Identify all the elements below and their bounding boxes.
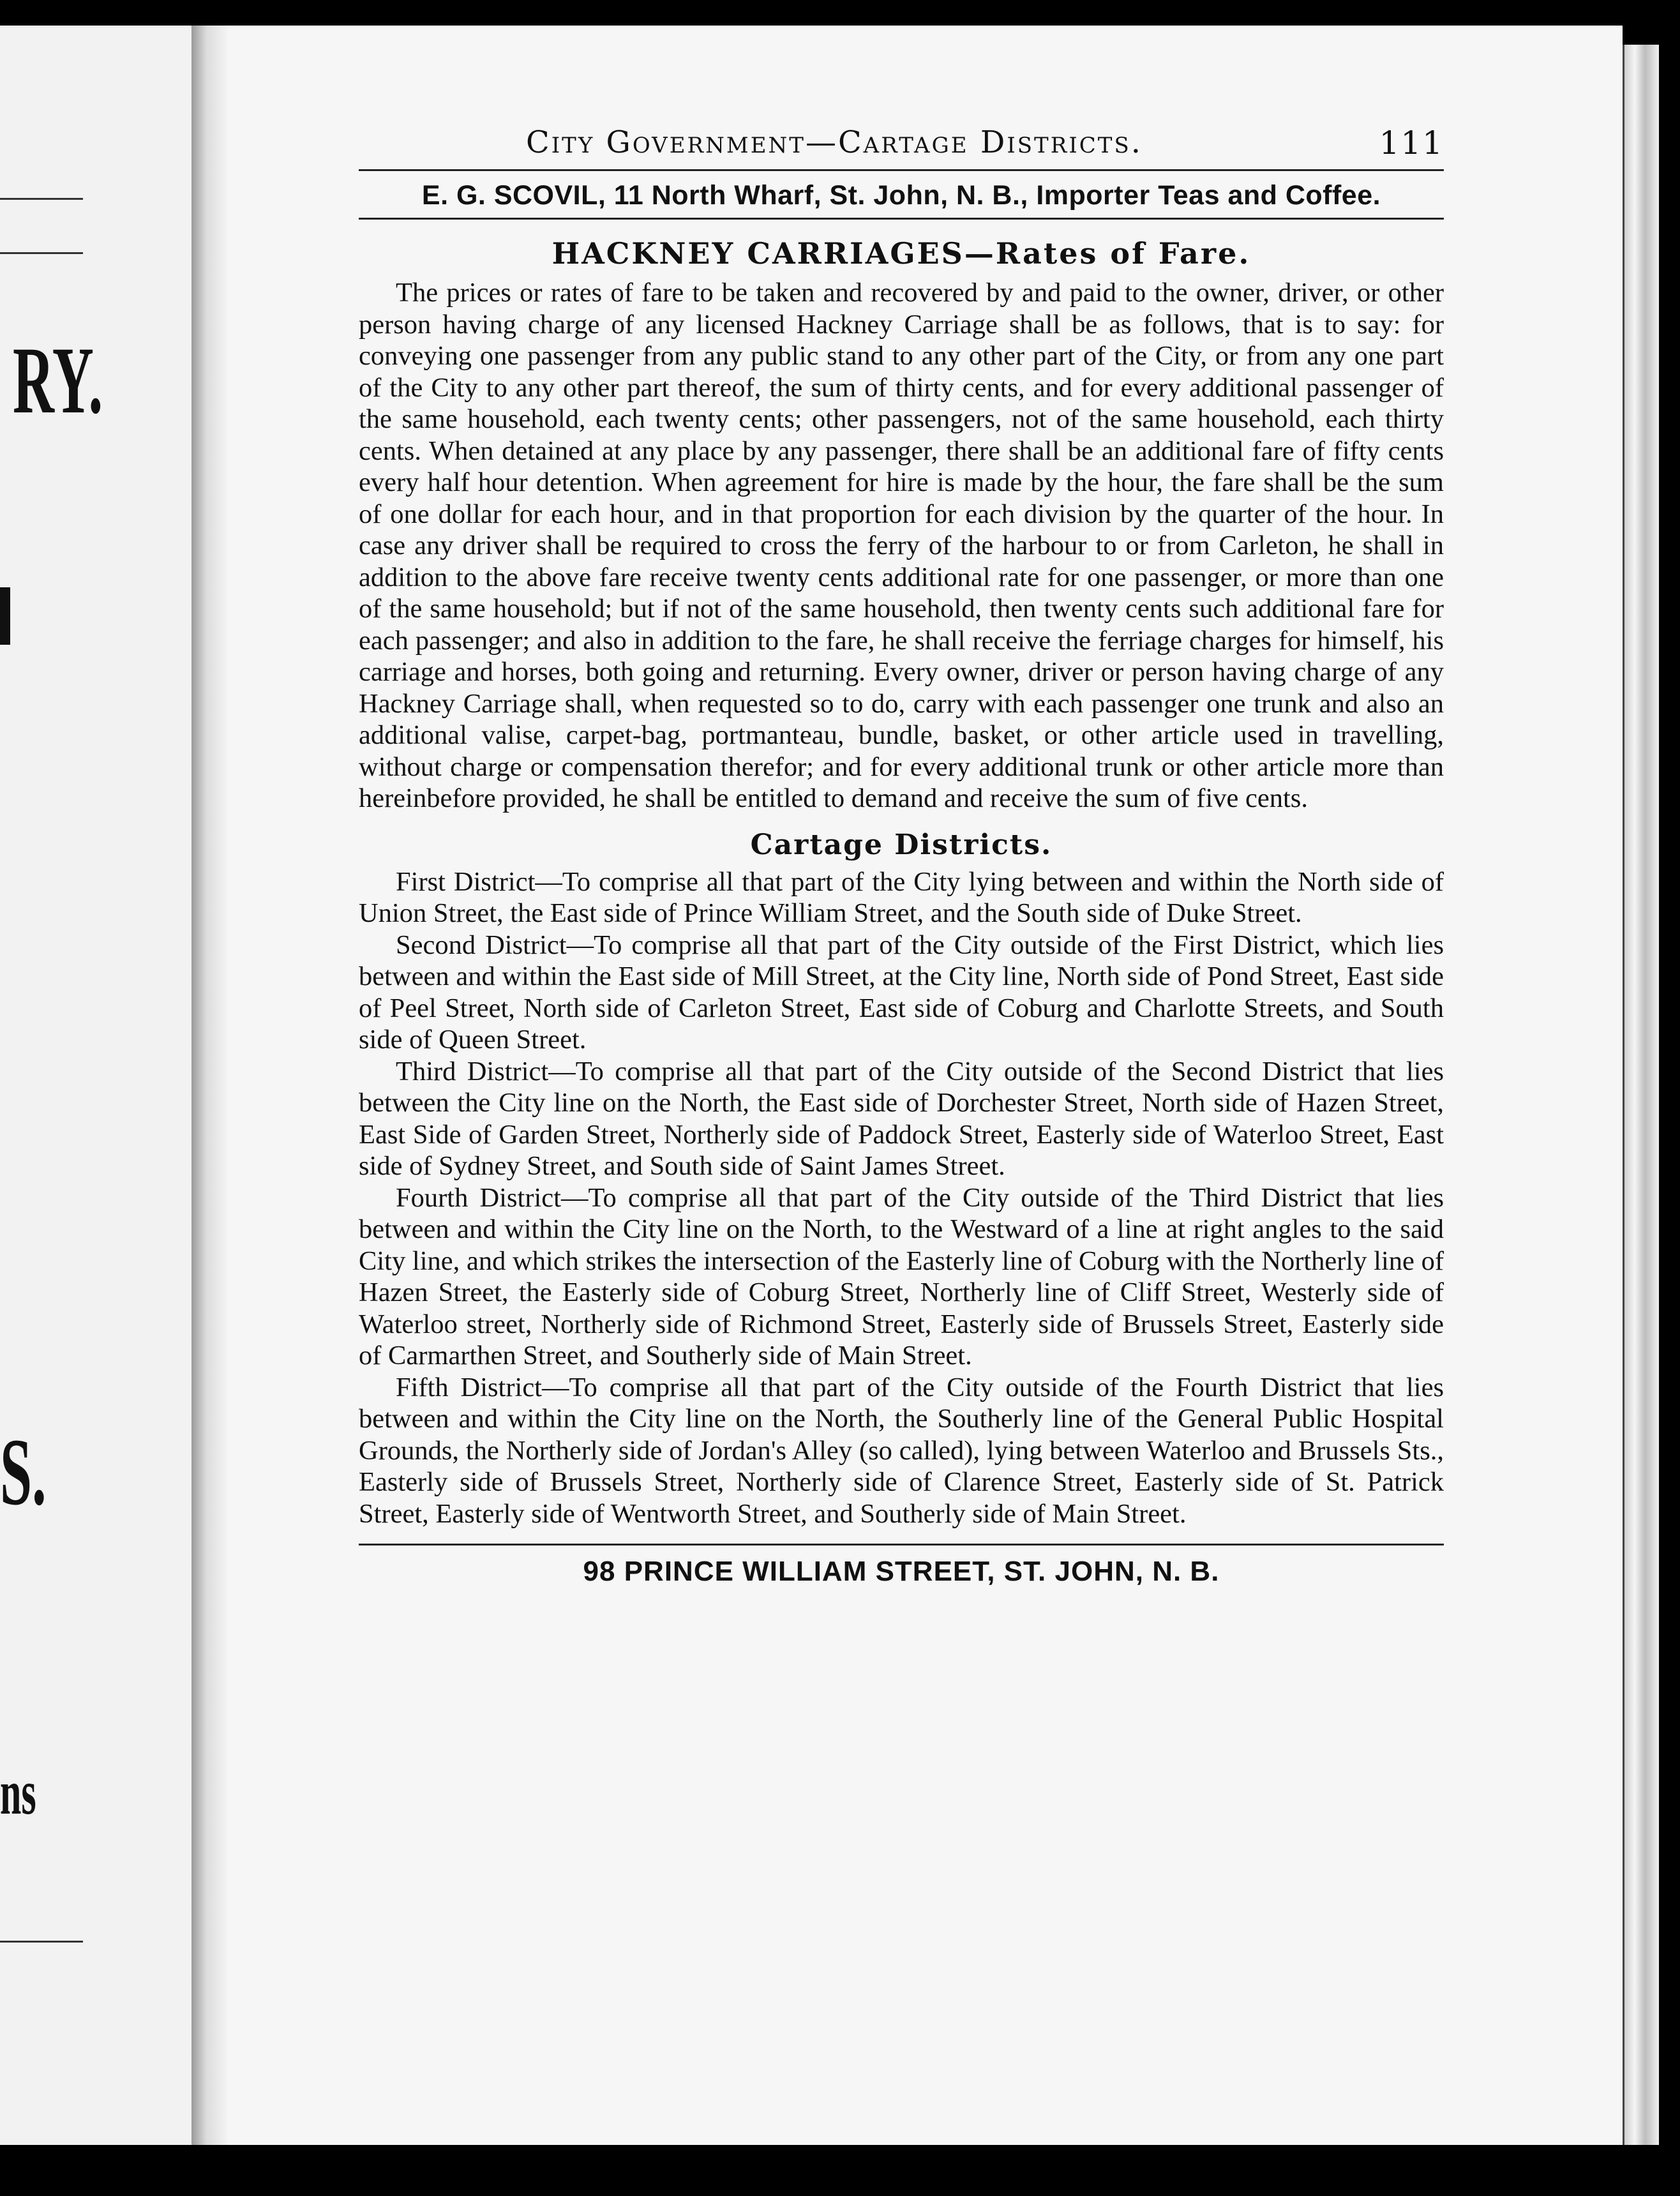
running-head-title: City Government—Cartage Districts. — [526, 124, 1143, 160]
top-advertisement: E. G. SCOVIL, 11 North Wharf, St. John, N. B., Importer Teas and Coffee. — [421, 180, 1381, 211]
district-paragraph-fourth: Fourth District—To comprise all that part of the City outside of the Third District that lies between and within the City line on the North, to the Westward of a line at right angles to the said City line, and which strikes the intersection of the Easterly line of Coburg with the Northerly line of Hazen Street, the Easterly side of Coburg Street, Northerly line of Cliff Street, Westerly side of Waterloo street, Northerly side of Richmond Street, Easterly side of Brussels Street, Easterly side of Carmarthen Street, and Southerly side of Main Street. — [359, 1182, 1444, 1371]
cartage-heading: Cartage Districts. — [750, 828, 1053, 861]
left-page-rule — [0, 1941, 83, 1943]
left-page-rule — [0, 252, 83, 254]
district-paragraph-fifth: Fifth District—To comprise all that part of the City outside of the Fourth District that lies between and within the City line on the North, the Southerly line of the General Public Hospital Grounds, the Northerly side of Jordan's Alley (so called), lying between Waterloo and Brussels Sts., Easterly side of Brussels Street, Northerly side of Clarence Street, Easterly side of St. Patrick Street, Easterly side of Wentworth Street, and Southerly side of Main Street. — [359, 1372, 1444, 1529]
page-text — [359, 112, 1444, 1588]
running-head — [359, 112, 1444, 169]
ad-rule — [359, 218, 1444, 220]
district-paragraph-first: First District—To comprise all that part of the City lying between and within the North side of Union Street, the East side of Prince William Street, and the South side of Duke Street. — [359, 866, 1444, 928]
left-page-edge — [0, 26, 197, 2145]
district-paragraph-second: Second District—To comprise all that part of the City outside of the First District, which lies between and within the East side of Mill Street, at the City line, North side of Pond Street, East side of Peel Street, North side of Carleton Street, East side of Coburg and Charlotte Streets, and South side of Queen Street. — [359, 929, 1444, 1055]
left-page-fragment-3: ns — [0, 1757, 36, 1828]
left-page-mark — [0, 587, 10, 645]
page-number: 111 — [1379, 124, 1444, 162]
left-page-rule — [0, 198, 83, 200]
footer-advertisement: 98 PRINCE WILLIAM STREET, ST. JOHN, N. B. — [583, 1556, 1220, 1587]
left-page-fragment-1: RY. — [13, 327, 103, 433]
hackney-paragraph: The prices or rates of fare to be taken and recovered by and paid to the owner, driver, or other person having charge of any licensed Hackney Carriage shall be as follows, that is to say: for conveying one passenger from any public stand to any other part of the City, or from any one part of the City to any other part thereof, the sum of thirty cents, and for every additional passenger of the same household, each twenty cents; other passengers, not of the same household, each thirty cents. When detained at any place by any passenger, there shall be an additional fare of fifty cents every half hour detention. When agreement for hire is made by the hour, the fare shall be the sum of one dollar for each hour, and in that proportion for each division by the quarter of the hour. In case any driver shall be required to cross the ferry of the harbour to or from Carleton, he shall in addition to the above fare receive twenty cents additional rate for one passenger, or more than one of the same household; but if not of the same household, then twenty cents such additional fare for each passenger; and also in addition to the fare, he shall receive the ferriage charges for himself, his carriage and horses, both going and returning. Every owner, driver or person having charge of any Hackney Carriage shall, when requested so to do, carry with each passenger one trunk and also an additional valise, carpet-bag, portmanteau, bundle, basket, or other article used in travelling, without charge or compensation therefor; and for every additional trunk or other article more than hereinbefore provided, he shall be entitled to demand and receive the sum of five cents. — [359, 278, 1444, 813]
hackney-heading: HACKNEY CARRIAGES—Rates of Fare. — [551, 236, 1251, 271]
left-page-fragment-2: S. — [0, 1419, 47, 1525]
page-edge — [1623, 45, 1659, 2145]
book-gutter — [191, 26, 229, 2145]
district-paragraph-third: Third District—To comprise all that part of the City outside of the Second District that lies between the City line on the North, the East side of Dorchester Street, North side of Hazen Street, East Side of Garden Street, Northerly side of Paddock Street, Easterly side of Waterloo Street, East side of Sydney Street, and South side of Saint James Street. — [359, 1056, 1444, 1181]
